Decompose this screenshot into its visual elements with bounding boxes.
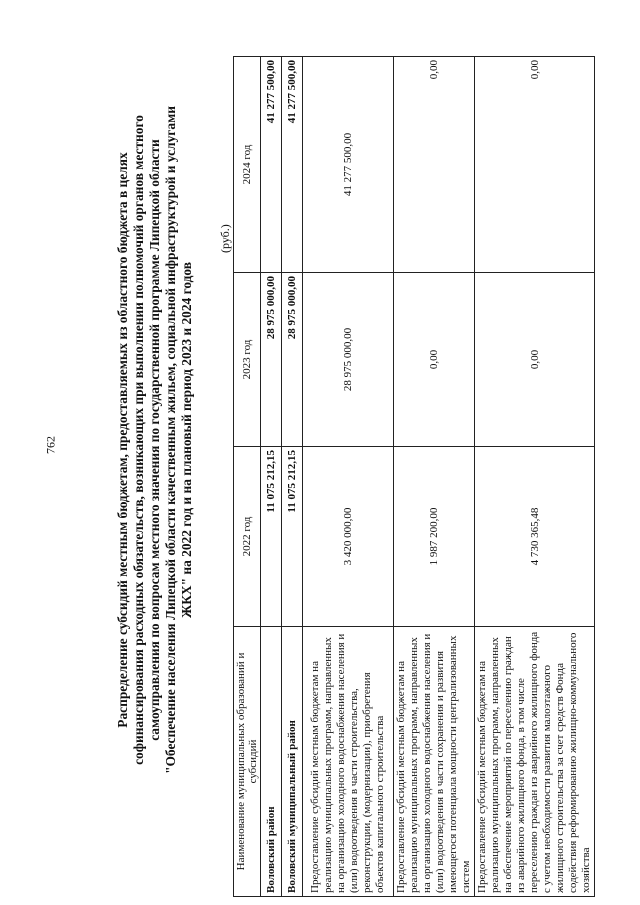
table-row [303, 57, 394, 897]
column-header-2024: 2024 год [234, 57, 261, 273]
row-name: Воловский муниципальный район [282, 627, 303, 897]
row-name: Воловский район [261, 627, 282, 897]
table-row [394, 57, 475, 897]
title-line: ЖКХ" на 2022 год и на плановый период 2023 и 2024 годов [179, 261, 194, 619]
table-header-row [234, 57, 261, 897]
title-line: "Обеспечение населения Липецкой области качественным жильем, социальной инфраструктурой и услугами [163, 106, 178, 774]
row-value-2024: 0,00 [394, 57, 475, 273]
row-value-2024: 41 277 500,00 [282, 57, 303, 273]
row-value-2022: 3 420 000,00 [303, 447, 394, 627]
title-line: Распределение субсидий местным бюджетам, предоставляемых из областного бюджета в целях [115, 152, 130, 728]
page-number: 762 [43, 436, 58, 454]
title-line: софинансирования расходных обязательств, возникающих при выполнении полномочий органов местного [131, 115, 146, 765]
row-value-2023: 0,00 [475, 273, 595, 447]
row-value-2024: 41 277 500,00 [261, 57, 282, 273]
row-value-2022: 11 075 212,15 [261, 447, 282, 627]
subsidy-table [233, 56, 595, 897]
row-value-2024: 41 277 500,00 [303, 57, 394, 273]
column-header-2023: 2023 год [234, 273, 261, 447]
column-header-name: Наименование муниципальных образований и субсидий [234, 627, 261, 897]
row-value-2023: 28 975 000,00 [261, 273, 282, 447]
row-value-2023: 0,00 [394, 273, 475, 447]
row-value-2022: 1 987 200,00 [394, 447, 475, 627]
row-value-2023: 28 975 000,00 [303, 273, 394, 447]
table-row [261, 57, 282, 897]
row-name: Предоставление субсидий местным бюджетам на реализацию муниципальных программ, направленных на организацию холодного водоснабжения населения и (или) водоотведения в части строительства, реконструкции, (модернизации), приобретения объектов капитального строительства [303, 627, 394, 897]
column-header-2022: 2022 год [234, 447, 261, 627]
row-name: Предоставление субсидий местным бюджетам на реализацию муниципальных программ, направленных на организацию холодного водоснабжения населения и (или) водоотведения в части сохранения и развития имеющегося потенциала мощности централизованных систем [394, 627, 475, 897]
row-value-2022: 11 075 212,15 [282, 447, 303, 627]
document-title [115, 95, 195, 785]
row-value-2022: 4 730 365,48 [475, 447, 595, 627]
units-label: (руб.) [218, 224, 232, 253]
table-row [282, 57, 303, 897]
row-name: Предоставление субсидий местным бюджетам на реализацию муниципальных программ, направленных на обеспечение мероприятий по переселению граждан из аварийного жилищного фонда, в том числе переселению граждан из аварийного жилищного фонда с учетом необходимости развития малоэтажного жилищного строительства за счет средств Фонда содействия реформированию жилищно-коммунального хозяйства [475, 627, 595, 897]
row-value-2023: 28 975 000,00 [282, 273, 303, 447]
title-line: самоуправления по вопросам местного значения по государственной программе Липецкой области [147, 139, 162, 741]
table-row [475, 57, 595, 897]
row-value-2024: 0,00 [475, 57, 595, 273]
